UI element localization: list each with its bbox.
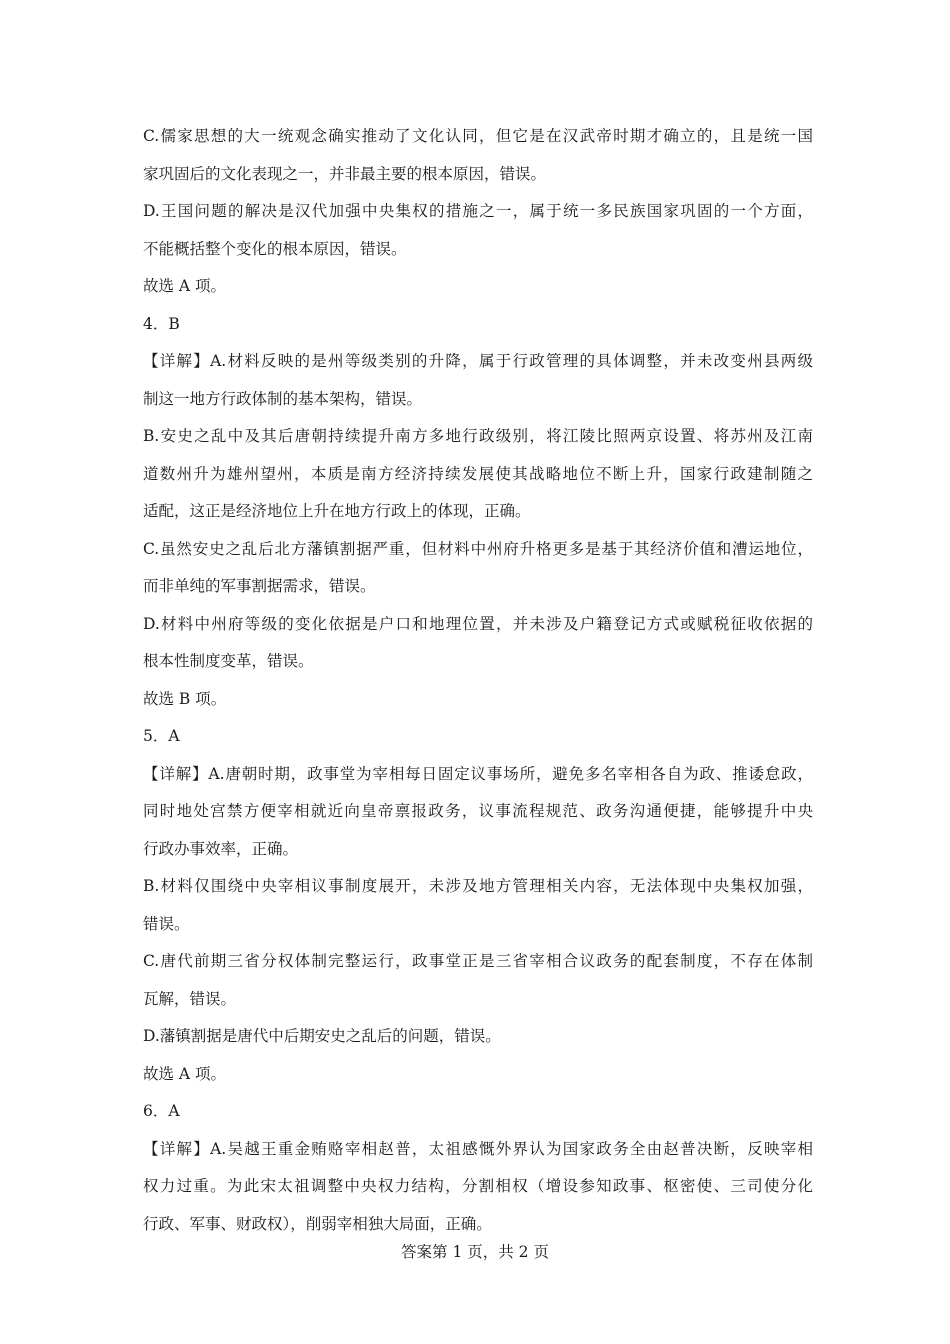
text-line: C.虽然安史之乱后北方藩镇割据严重，但材料中州府升格更多是基于其经济价值和漕运地位， bbox=[143, 539, 813, 558]
text-line: 制这一地方行政体制的基本架构，错误。 bbox=[143, 389, 423, 408]
text-line: 适配，这正是经济地位上升在地方行政上的体现，正确。 bbox=[143, 502, 531, 520]
question-number: 5．A bbox=[143, 727, 180, 745]
text-line: D.藩镇割据是唐代中后期安史之乱后的问题，错误。 bbox=[143, 1027, 501, 1045]
text-line: C.唐代前期三省分权体制完整运行，政事堂正是三省宰相合议政务的配套制度，不存在体制 bbox=[143, 952, 813, 970]
text-line: 【详解】A.吴越王重金贿赂宰相赵普，太祖感慨外界认为国家政务全由赵普决断，反映宰相 bbox=[143, 1139, 813, 1158]
text-line: 行政、军事、财政权），削弱宰相独大局面，正确。 bbox=[143, 1214, 492, 1233]
text-line: 家巩固后的文化表现之一，并非最主要的根本原因，错误。 bbox=[143, 164, 547, 183]
text-line: 错误。 bbox=[143, 914, 190, 933]
text-line: 故选 A 项。 bbox=[143, 1064, 227, 1083]
text-line: 而非单纯的军事割据需求，错误。 bbox=[143, 577, 376, 595]
text-line: 同时地处宫禁方便宰相就近向皇帝禀报政务，议事流程规范、政务沟通便捷，能够提升中央 bbox=[143, 802, 813, 820]
text-line: 不能概括整个变化的根本原因，错误。 bbox=[143, 239, 407, 258]
text-line: D.材料中州府等级的变化依据是户口和地理位置，并未涉及户籍登记方式或赋税征收依据的 bbox=[143, 614, 813, 633]
text-line: 故选 B 项。 bbox=[143, 689, 227, 708]
text-line: 根本性制度变革，错误。 bbox=[143, 652, 314, 670]
text-line: B.材料仅围绕中央宰相议事制度展开，未涉及地方管理相关内容，无法体现中央集权加强， bbox=[143, 877, 813, 895]
text-line: C.儒家思想的大一统观念确实推动了文化认同，但它是在汉武帝时期才确立的，且是统一国 bbox=[143, 127, 813, 145]
question-number: 4．B bbox=[143, 314, 180, 333]
text-line: 行政办事效率，正确。 bbox=[143, 839, 299, 858]
question-number: 6．A bbox=[143, 1102, 180, 1120]
text-line: D.王国问题的解决是汉代加强中央集权的措施之一，属于统一多民族国家巩固的一个方面， bbox=[143, 202, 813, 220]
page-footer: 答案第 1 页，共 2 页 bbox=[401, 1243, 549, 1261]
text-line: 权力过重。为此宋太祖调整中央权力结构，分割相权（增设参知政事、枢密使、三司使分化 bbox=[143, 1177, 813, 1195]
answer-body bbox=[143, 118, 813, 1243]
text-line: 【详解】A.唐朝时期，政事堂为宰相每日固定议事场所，避免多名宰相各自为政、推诿怠政， bbox=[143, 764, 813, 783]
text-line: 道数州升为雄州望州，本质是南方经济持续发展使其战略地位不断上升，国家行政建制随之 bbox=[143, 464, 813, 483]
text-line: 瓦解，错误。 bbox=[143, 989, 237, 1008]
text-line: 故选 A 项。 bbox=[143, 277, 227, 295]
text-line: 【详解】A.材料反映的是州等级类别的升降，属于行政管理的具体调整，并未改变州县两级 bbox=[143, 352, 813, 370]
text-line: B.安史之乱中及其后唐朝持续提升南方多地行政级别，将江陵比照两京设置、将苏州及江南 bbox=[143, 427, 813, 445]
